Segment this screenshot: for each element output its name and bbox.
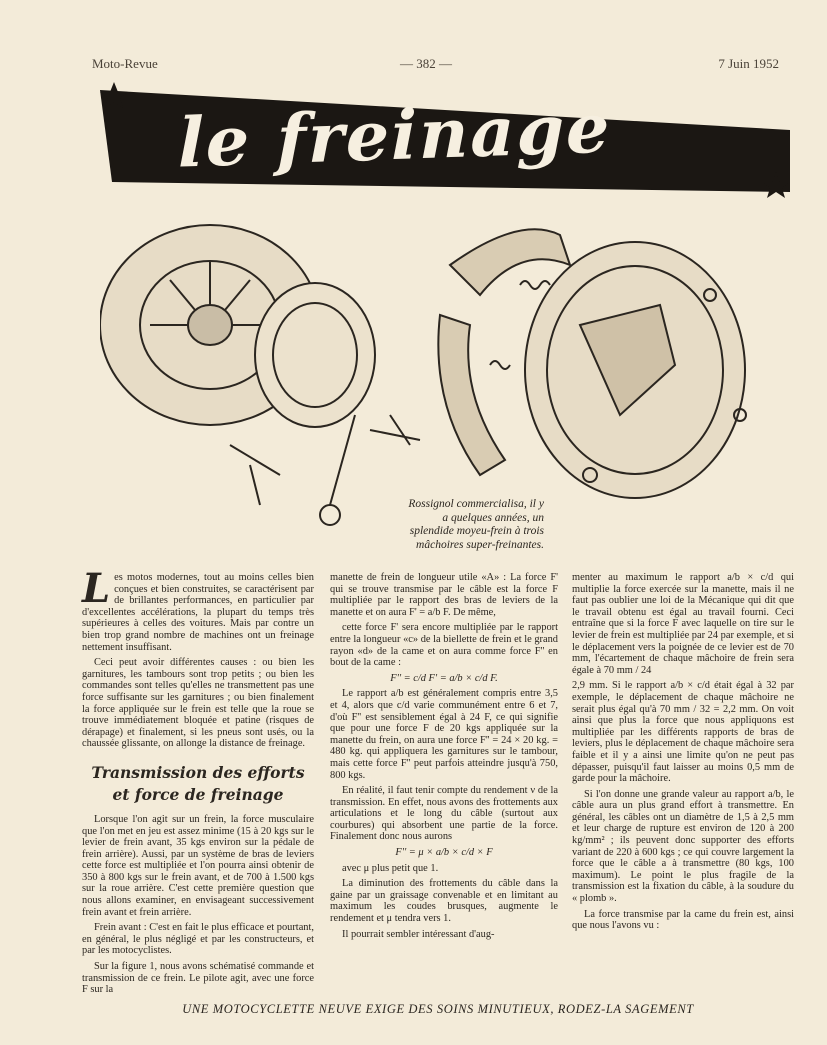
paragraph: En réalité, il faut tenir compte du rendement ν de la transmission. En effet, nous avons des frottements aux articulations et le long du câble (surtout aux courbures) qui absorbent une partie de la force. Finalement donc nous aurons xyxy=(330,785,558,843)
column-3 xyxy=(572,572,794,936)
illustration-caption: Rossignol commercialisa, il y a quelques années, un splendide moyeu-frein à trois mâchoires super-freinantes. xyxy=(408,498,544,551)
paragraph: manette de frein de longueur utile «A» : La force F' qui se trouve transmise par le câble est la force F multipliée par le rapport des bras de leviers de la manette et on aura F' = a/b F. De même, xyxy=(330,572,558,618)
paragraph: Il pourrait sembler intéressant d'aug- xyxy=(342,928,495,940)
issue-date: 7 Juin 1952 xyxy=(718,56,779,71)
section-title xyxy=(82,762,314,806)
intro-paragraph: es motos modernes, tout au moins celles bien conçues et bien construites, se caractérisent par de brillantes performances, en particulier par d'excellentes accélérations, la plupart du temps très supérieures à celles des voitures. Mais par contre un bien trop grand nombre de machines ont un freinage nettement insuffisant. xyxy=(82,572,314,653)
magazine-name: Moto-Revue xyxy=(92,56,158,71)
column-1 xyxy=(82,565,314,1000)
formula: F'' = c/d F' = a/b × c/d F. xyxy=(390,672,498,684)
paragraph: La diminution des frottements du câble dans la gaine par un graissage convenable et en limitant au maximum les coudes brusques, augmente le rendement et μ tendra vers 1. xyxy=(330,878,558,925)
paragraph: avec μ plus petit que 1. xyxy=(342,862,439,874)
paragraph: cette force F' sera encore multipliée par le rapport entre la longueur «c» de la biellette de frein et le grand rayon «d» de la came et on aura comme force F'' en bout de la came : xyxy=(330,622,558,669)
section-title-line: Transmission des efforts xyxy=(91,762,305,782)
formula: F'' = μ × a/b × c/d × F xyxy=(395,847,493,859)
drop-cap: L xyxy=(82,565,111,612)
paragraph: Sur la figure 1, nous avons schématisé commande et transmission de ce frein. Le pilote agit, avec une force F sur la xyxy=(82,961,314,996)
paragraph: 2,9 mm. Si le rapport a/b × c/d était égal à 32 par exemple, le déplacement de chaque mâchoire ne serait plus égal qu'à 70 mm / 32 = 2,2 mm. On voit ainsi que plus la force que nous appliquons est multipliée par les différents rapports de bras de leviers, plus le déplacement de chaque mâchoire sera faible et il y a ainsi une limite qu'on ne peut pas dépasser, puisqu'il faut laisser au moins 0,5 mm de garde pour la mâchoire. xyxy=(572,680,794,785)
paragraph: Le rapport a/b est généralement compris entre 3,5 et 4, alors que c/d varie communément entre 6 et 7, d'où F'' est sensiblement égal à 24 F, ce qui signifie que pour une force F de 20 kgs appliquée sur la manette du frein, on aura une force F'' = 24 × 20 kg. = 480 kg. qui appliquera les garnitures sur le tambour, mais cette force F'' peut parfois atteindre jusqu'à 750, 800 kgs. xyxy=(330,688,558,781)
section-title-line: et force de freinage xyxy=(112,784,284,804)
paragraph: Ceci peut avoir différentes causes : ou bien les garnitures, les tambours sont trop petits ; ou bien les commandes sont telles qu'elles ne transmettent pas une force suffisante sur les garnitures ; ou bien finalement la force appliquée sur le frein est telle que la roue se trouve immédiatement bloquée et patine (risques de dérapage) et finalement, si les pneus sont usés, ou la chaussée glissante, on allonge la distance de freinage. xyxy=(82,657,314,750)
paragraph: Frein avant : C'est en fait le plus efficace et pourtant, en général, le plus négligé et par les constructeurs, et par les motocyclistes. xyxy=(82,922,314,957)
footer-slogan: UNE MOTOCYCLETTE NEUVE EXIGE DES SOINS MINUTIEUX, RODEZ-LA SAGEMENT xyxy=(182,1002,694,1016)
page-number: — 382 — xyxy=(400,56,452,71)
paragraph: Lorsque l'on agit sur un frein, la force musculaire que l'on met en jeu est assez minime (15 à 20 kgs sur le levier de frein avant, 35 kgs environ sur la pédale de frein arrière). Aussi, par un système de bras de leviers cette force est multipliée et l'on pourra ainsi obtenir de 350 à 800 kgs sur le frein avant, et de 700 à 1.500 kgs sur la roue arrière. C'est cette première question que nous allons examiner, en envisageant successivement frein avant et frein arrière. xyxy=(82,813,314,918)
column-2 xyxy=(330,572,558,944)
paragraph: Si l'on donne une grande valeur au rapport a/b, le câble aura un plus grand effort à transmettre. En général, les câbles ont un diamètre de 1,5 à 2,5 mm et leur charge de rupture est environ de 120 à 200 kg/mm² ; ils peuvent donc supporter des efforts variant de 220 à 600 kgs ; ce qui couvre largement la force que le câble a à transmettre (80 kgs, 100 maximum). Le point le plus fragile de la transmission est la fixation du câble, à la soudure du « plomb ». xyxy=(572,788,794,905)
paragraph: La force transmise par la came du frein est, ainsi que nous l'avons vu : xyxy=(572,908,794,932)
article-title: le freinage xyxy=(178,88,612,184)
paragraph: menter au maximum le rapport a/b × c/d qui multiplie la force exercée sur la manette, mais il ne faut pas oublier une loi de la Mécanique qui dit que le travail obtenu est égal au travail fourni. Ceci entraîne que si la force F avec laquelle on tire sur le levier de frein est multipliée par 24 par exemple, et si le déplacement vers la poignée de ce levier est de 70 mm, l'écartement de chaque mâchoire de frein sera égale à 70 mm / 24 xyxy=(572,572,794,676)
